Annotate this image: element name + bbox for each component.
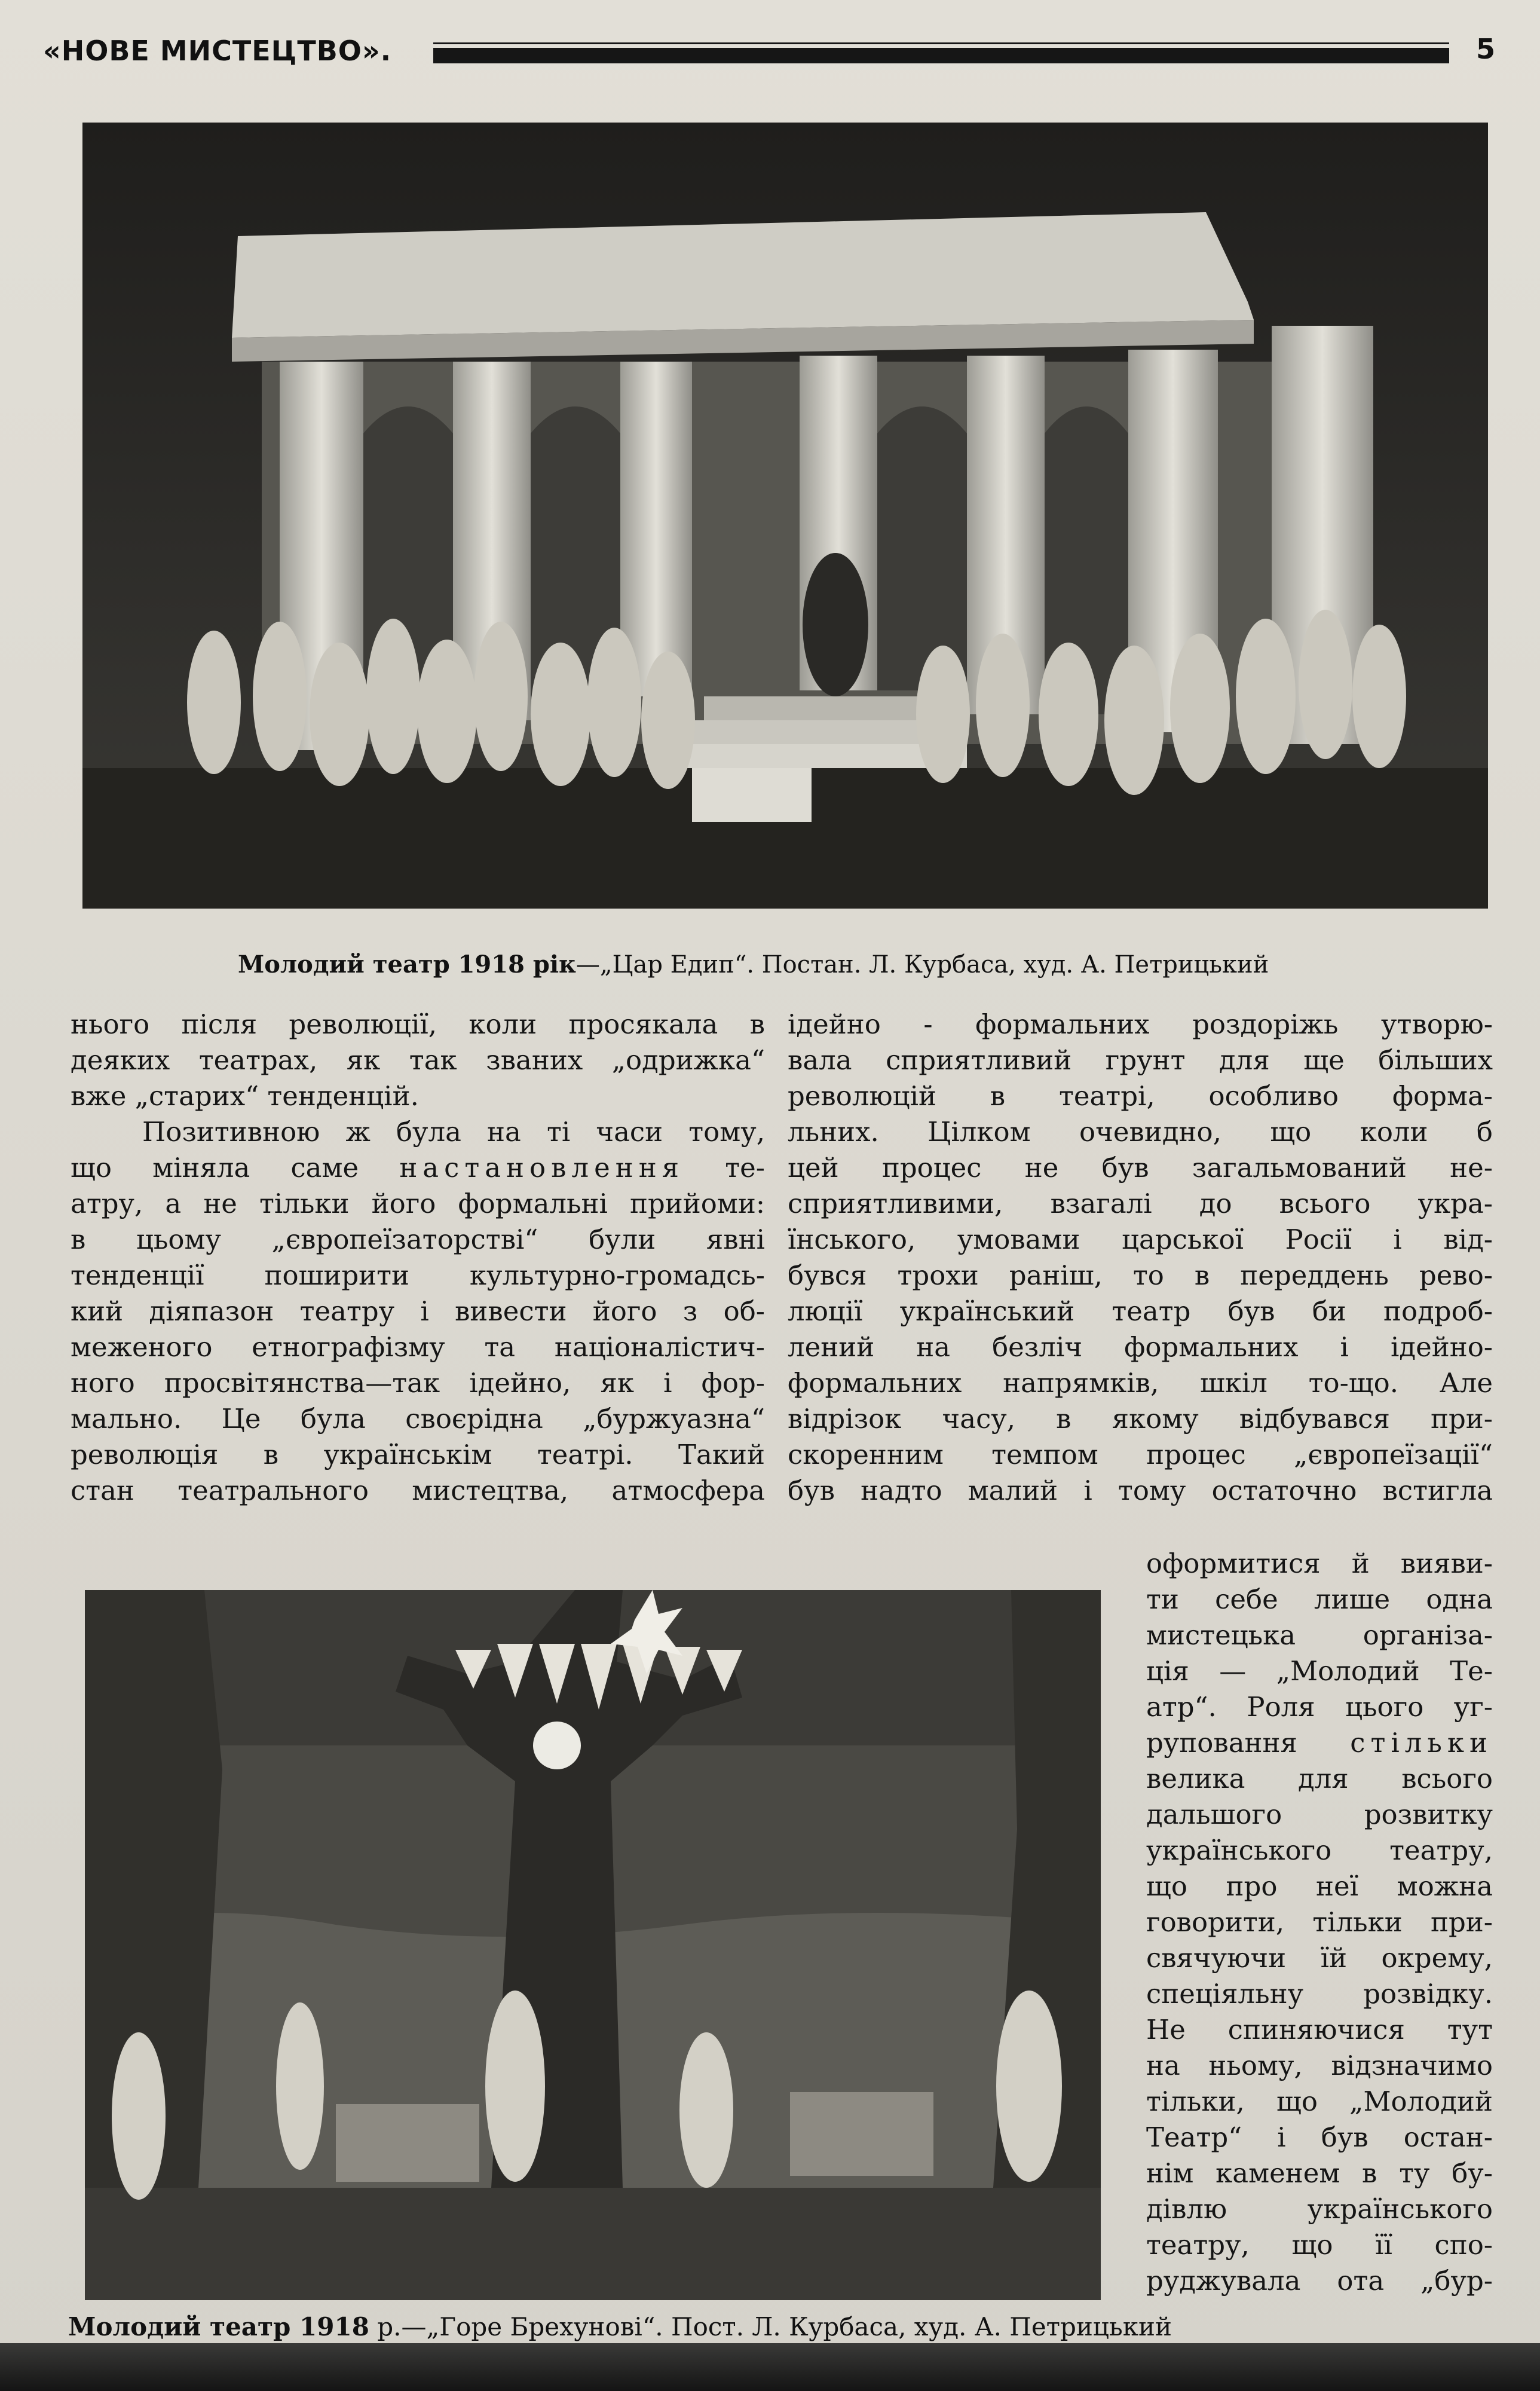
text-line: велика для всього <box>1146 1763 1493 1794</box>
photo1-caption-bold: Молодий театр 1918 рік <box>238 950 576 979</box>
text-line: цей процес не був загальмований не- <box>788 1152 1493 1184</box>
text-line: театру, що її спо- <box>1146 2229 1493 2261</box>
photo2-caption-rest: р.—„Горе Брехунові“. Пост. Л. Курбаса, худ. А. Петрицький <box>369 2312 1172 2341</box>
text-line: атру, а не тільки його формальні прийоми: <box>71 1188 765 1219</box>
text-line: льних. Цілком очевидно, що коли б <box>788 1116 1493 1148</box>
text-line: руджувала ота „бур- <box>1146 2265 1493 2297</box>
photo1-caption-rest: —„Цар Едип“. Постан. Л. Курбаса, худ. А. Петрицький <box>575 951 1269 979</box>
text-line: мально. Це була своєрідна „буржуазна“ <box>71 1403 765 1435</box>
text-line: скоренним темпом процес „європеїзації“ <box>788 1439 1493 1470</box>
text-line: революція в українськім театрі. Такий <box>71 1439 765 1470</box>
photo2-caption-bold: Молодий театр 1918 <box>68 2312 369 2341</box>
text-line: сприятливими, взагалі до всього укра- <box>788 1188 1493 1219</box>
text-line: формальних напрямків, шкіл то-що. Але <box>788 1367 1493 1399</box>
spaced-emphasis: настановлення <box>399 1152 685 1184</box>
photo-tsar-edyp-stage <box>82 123 1488 909</box>
text-line: на ньому, відзначимо <box>1146 2050 1493 2081</box>
spaced-emphasis: стільки <box>1350 1727 1493 1759</box>
text-line: нього після революції, коли просякала в <box>71 1008 765 1040</box>
text-column-right <box>788 1007 1493 1509</box>
photo1-caption <box>238 950 1269 979</box>
text-line: люції український театр був би подроб- <box>788 1295 1493 1327</box>
text-line: в цьому „європеїзаторстві“ були явні <box>71 1224 765 1255</box>
photo2-caption <box>68 2312 1172 2341</box>
text-line: деяких театрах, як так званих „одрижка“ <box>71 1044 765 1076</box>
text-line: ція — „Молодий Те- <box>1146 1655 1493 1687</box>
text-line: Не спиняючися тут <box>1146 2014 1493 2046</box>
header-rule-thin <box>433 42 1449 44</box>
text-line: кий діяпазон театру і вивести його з об- <box>71 1295 765 1327</box>
header-rule <box>433 48 1449 63</box>
text-line: революцій в театрі, особливо форма- <box>788 1080 1493 1112</box>
text-fragment: що міняла саме <box>71 1152 400 1184</box>
text-line: що про неї можна <box>1146 1870 1493 1902</box>
text-line: ти себе лише одна <box>1146 1583 1493 1615</box>
text-line: був надто малий і тому остаточно встигла <box>788 1475 1493 1506</box>
text-line: мистецька організа- <box>1146 1619 1493 1651</box>
text-line: меженого етнографізму та націоналістич- <box>71 1331 765 1363</box>
text-line: вже „старих“ тенденцій. <box>71 1080 419 1112</box>
running-header-title: «НОВЕ МИСТЕЦТВО». <box>43 35 392 67</box>
page-number: 5 <box>1476 33 1496 65</box>
photo-hore-brekhunovi-stage <box>85 1590 1101 2300</box>
text-line: стан театрального мистецтва, атмосфера <box>71 1475 765 1506</box>
text-line: тільки, що „Молодий <box>1146 2086 1493 2117</box>
text-line: спеціяльну розвідку. <box>1146 1978 1493 2010</box>
text-line: оформитися й вияви- <box>1146 1548 1493 1579</box>
text-line: свячуючи їй окрему, <box>1146 1942 1493 1974</box>
text-line <box>1146 1725 1493 1761</box>
text-line: говорити, тільки при- <box>1146 1906 1493 1938</box>
text-line: бувся трохи раніш, то в переддень рево- <box>788 1259 1493 1291</box>
text-line: дальшого розвитку <box>1146 1799 1493 1830</box>
text-line: українського театру, <box>1146 1834 1493 1866</box>
text-column-narrow <box>1146 1546 1493 2299</box>
fairytale-stage-image <box>85 1590 1101 2300</box>
text-line: їнського, умовами царської Росії і від- <box>788 1224 1493 1255</box>
text-line: ного просвітянства—так ідейно, як і фор- <box>71 1367 765 1399</box>
text-line: тенденції поширити культурно-громадсь- <box>71 1259 765 1291</box>
text-line: відрізок часу, в якому відбувався при- <box>788 1403 1493 1435</box>
text-line: Театр“ і був остан- <box>1146 2121 1493 2153</box>
text-fragment: те- <box>684 1152 765 1184</box>
text-fragment: руповання <box>1146 1727 1351 1759</box>
text-line: лений на безліч формальних і ідейно- <box>788 1331 1493 1363</box>
text-line: нім каменем в ту бу- <box>1146 2157 1493 2189</box>
text-line: атр“. Роля цього уг- <box>1146 1691 1493 1723</box>
text-line <box>71 1150 765 1186</box>
text-line: ідейно - формальних роздоріжь утворю- <box>788 1008 1493 1040</box>
text-column-left <box>71 1007 765 1509</box>
text-line: дівлю українського <box>1146 2193 1493 2225</box>
colonnade-stage-image <box>82 123 1488 909</box>
scan-bottom-edge <box>0 2343 1540 2391</box>
text-line: вала сприятливий грунт для ще більших <box>788 1044 1493 1076</box>
text-line: Позитивною ж була на ті часи тому, <box>142 1116 765 1148</box>
